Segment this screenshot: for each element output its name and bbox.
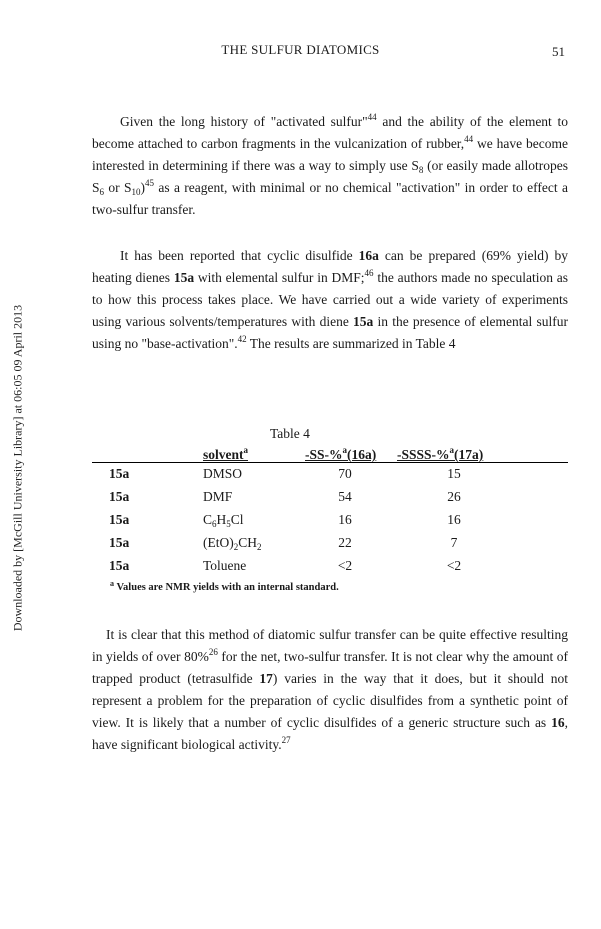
results-table (92, 444, 568, 578)
paragraph-2: It has been reported that cyclic disulfide 16a can be prepared (69% yield) by heating dienes 15a with elemental sulfur in DMF;$^{46}$ the authors made no speculation as to how this process takes place. We have carried out a wide variety of experiments using various solvents/temperatures with diene 15a in the presence of elemental sulfur using no "base-activation".$^{42}$ The results are summarized in Table 4 (92, 248, 568, 351)
table-row (92, 532, 568, 555)
table-row (92, 555, 568, 578)
compound-cell: 15a (109, 489, 130, 504)
compound-cell: 15a (109, 466, 130, 481)
compound-cell: 15a (109, 512, 130, 527)
column-header-solvent: solvent$^a$ (203, 445, 248, 462)
paragraph-3: It is clear that this method of diatomic sulfur transfer can be quite effective resulting in yields of over 80%$^{26}$ for the net, two-sulfur transfer. It is not clear why the amount of trapped product (tetrasulfide 17) varies in the way that it does, but it should not represent a problem for the preparation of cyclic disulfides from a synthetic point of view. It is likely that a number of cyclic disulfides of a generic structure such as 16, have significant biological activity.$^{27}$ (92, 627, 568, 752)
ssss-yield-cell: 7 (450, 535, 458, 550)
download-watermark: Downloaded by [McGill University Library] at 06:05 09 April 2013 (10, 304, 25, 632)
column-header-ssss: -SSSS-%$^a$(17a) (397, 445, 484, 462)
paragraph-1: Given the long history of "activated sulfur"$^{44}$ and the ability of the element to become attached to carbon fragments in the vulcanization of rubber,$^{44}$ we have become interested in determining if there was a way to simply use $S_8$ (or easily made allotropes $S_6$ or $S_{10})^{45}$ as a reagent, with minimal or no chemical "activation" in order to effect a two-sulfur transfer. (92, 112, 569, 217)
solvent-cell: DMSO (203, 466, 243, 481)
ss-yield-cell: 54 (338, 489, 352, 504)
table-footnote: $^a$ Values are NMR yields with an internal standard. (110, 579, 339, 593)
ss-yield-cell: <2 (337, 558, 353, 573)
table-title: Table 4 (270, 426, 310, 441)
solvent-cell: Toluene (203, 558, 247, 573)
table-row (92, 486, 568, 509)
column-header-ss: -SS-%$^a$(16a) (305, 445, 377, 462)
ssss-yield-cell: <2 (446, 558, 462, 573)
compound-cell: 15a (109, 558, 130, 573)
table-header (92, 444, 568, 463)
table-row (92, 509, 568, 532)
ssss-yield-cell: 15 (447, 466, 461, 481)
compound-cell: 15a (109, 535, 130, 550)
running-header: THE SULFUR DIATOMICS (221, 42, 380, 57)
ss-yield-cell: 16 (338, 512, 352, 527)
ss-yield-cell: 70 (338, 466, 352, 481)
ssss-yield-cell: 16 (447, 512, 461, 527)
solvent-cell: $C_6H_5Cl$ (203, 512, 244, 529)
page-number: 51 (552, 44, 565, 59)
ssss-yield-cell: 26 (447, 489, 461, 504)
solvent-cell: DMF (203, 489, 233, 504)
solvent-cell: $(EtO)_2CH_2$ (203, 535, 262, 552)
ss-yield-cell: 22 (338, 535, 352, 550)
table-row (92, 463, 568, 486)
